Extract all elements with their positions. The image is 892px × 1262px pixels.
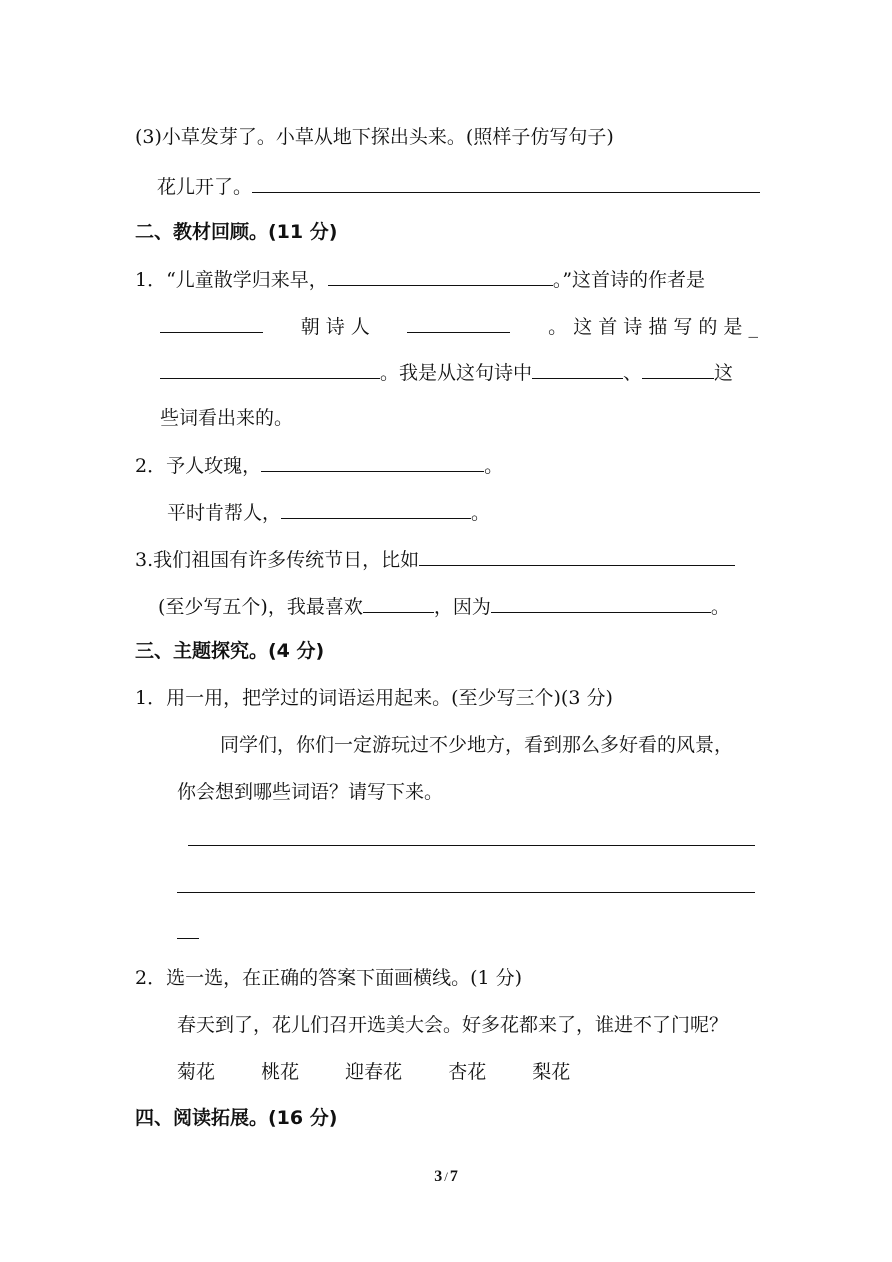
s2-item2-text-c: 平时肯帮人， bbox=[167, 502, 282, 524]
s2-item3-line1 bbox=[135, 545, 735, 573]
q3-answer-line bbox=[157, 172, 760, 200]
s3-item1-answer-line-3[interactable] bbox=[177, 918, 199, 939]
s2-item1-line3 bbox=[160, 358, 733, 386]
s2-item1-line2 bbox=[160, 312, 758, 340]
s2-item3-blank-2[interactable] bbox=[363, 592, 434, 613]
section3-title: 三、主题探究。(4 分) bbox=[135, 640, 325, 662]
s2-item1-line1 bbox=[135, 265, 705, 293]
s3-item1-paragraph-2: 你会想到哪些词语？请写下来。 bbox=[177, 781, 444, 803]
s2-item2-text-b: 。 bbox=[484, 455, 504, 477]
s2-item1-text-b: 。”这首诗的作者是 bbox=[552, 269, 706, 291]
total-pages: 7 bbox=[449, 1168, 458, 1185]
s2-item1-line4: 些词看出来的。 bbox=[160, 407, 294, 429]
current-page: 3 bbox=[434, 1168, 443, 1185]
s2-item1-blank-2[interactable] bbox=[160, 312, 263, 333]
s2-item1-blank-3[interactable] bbox=[407, 312, 510, 333]
s3-item1-text: 用一用，把学过的词语运用起来。(至少写三个)(3 分) bbox=[166, 687, 613, 709]
s2-item2-number: 2． bbox=[135, 455, 167, 477]
option-winter-jasmine[interactable]: 迎春花 bbox=[345, 1061, 403, 1083]
s3-item2-number: 2． bbox=[135, 967, 167, 989]
s2-item2-line1 bbox=[135, 451, 503, 479]
s2-item3-text-a: 3.我们祖国有许多传统节日，比如 bbox=[135, 549, 420, 571]
s2-item3-text-b: (至少写五个)，我最喜欢 bbox=[158, 596, 363, 618]
option-pear-blossom[interactable]: 梨花 bbox=[532, 1061, 571, 1083]
s3-item1-line bbox=[135, 685, 613, 711]
s3-item1-answer-line-1[interactable] bbox=[188, 825, 755, 846]
s2-item2-text-d: 。 bbox=[471, 502, 491, 524]
s2-item1-text-e: 。我是从这句诗中 bbox=[380, 362, 533, 384]
q3-lead: 花儿开了。 bbox=[157, 176, 253, 198]
s2-item1-blank-5[interactable] bbox=[532, 358, 623, 379]
s3-item1-number: 1． bbox=[135, 687, 167, 709]
s2-item2-blank-2[interactable] bbox=[281, 498, 471, 519]
section2-title: 二、教材回顾。(11 分) bbox=[135, 221, 338, 243]
s2-item3-blank-1[interactable] bbox=[419, 545, 735, 566]
s2-item1-blank-6[interactable] bbox=[642, 358, 714, 379]
s2-item1-text-d: 。 这 首 诗 描 写 的 是 _ bbox=[548, 316, 758, 338]
s2-item1-text-f: 、 bbox=[623, 362, 643, 384]
s3-item1-answer-line-2[interactable] bbox=[177, 872, 755, 893]
q3-prompt: (3)小草发芽了。小草从地下探出头来。(照样子仿写句子) bbox=[135, 126, 614, 148]
section4-title: 四、阅读拓展。(16 分) bbox=[135, 1107, 338, 1129]
option-peach-blossom[interactable]: 桃花 bbox=[261, 1061, 300, 1083]
s3-item2-paragraph: 春天到了，花儿们召开选美大会。好多花都来了，谁进不了门呢？ bbox=[177, 1014, 729, 1036]
s2-item3-text-c: ，因为 bbox=[433, 596, 491, 618]
option-apricot-blossom[interactable]: 杏花 bbox=[448, 1061, 487, 1083]
s2-item3-text-d: 。 bbox=[710, 596, 730, 618]
s2-item2-line2 bbox=[167, 498, 490, 526]
s2-item1-number: 1． bbox=[135, 269, 167, 291]
s3-item2-line bbox=[135, 965, 522, 991]
s2-item1-text-c: 朝 诗 人 bbox=[300, 316, 370, 338]
s2-item3-line2 bbox=[158, 592, 730, 620]
s2-item3-blank-3[interactable] bbox=[491, 592, 711, 613]
page-number bbox=[0, 1168, 892, 1186]
s3-item2-text: 选一选，在正确的答案下面画横线。(1 分) bbox=[166, 967, 523, 989]
page-separator: / bbox=[444, 1169, 448, 1184]
s2-item1-text-g: 这 bbox=[714, 362, 734, 384]
option-chrysanthemum[interactable]: 菊花 bbox=[177, 1061, 216, 1083]
s3-item2-options bbox=[177, 1059, 610, 1085]
s2-item2-blank-1[interactable] bbox=[261, 451, 484, 472]
s3-item1-paragraph-1: 同学们，你们一定游玩过不少地方，看到那么多好看的风景， bbox=[220, 734, 734, 756]
s2-item1-blank-4[interactable] bbox=[160, 358, 380, 379]
s2-item2-text-a: 予人玫瑰， bbox=[166, 455, 262, 477]
q3-blank[interactable] bbox=[252, 172, 760, 193]
s2-item1-text-a: “儿童散学归来早， bbox=[166, 269, 328, 291]
s2-item1-blank-1[interactable] bbox=[328, 265, 553, 286]
